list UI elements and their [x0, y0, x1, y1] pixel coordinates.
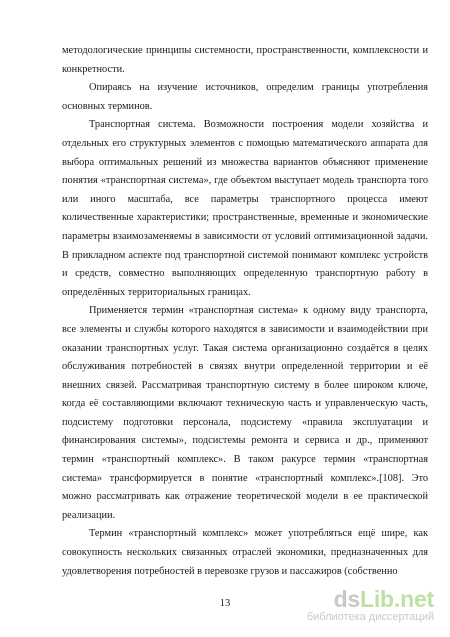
paragraph-4: Применяется термин «транспортная система» к одному виду транспорта, все элементы и службы которого находятся в зависимости и взаимодействии при оказании транспортных услуг. Такая система организационно создаётся в целях обслуживания потребностей в связях внутри определенной территории и её внешних связей. Рассматривая транспортную систему в более широком ключе, когда её составляющими включают техническую часть и управленческую часть, подсистему подготовки персонала, подсистему «правила эксплуатации и финансирования системы», подсистемы ремонта и сервиса и др., применяют термин «транспортный комплекс». В таком ракурсе термин «транспортная система» трансформируется в понятие «транспортный комплекс».[108]. Это можно рассматривать как отражение теоретической модели в ее практической реализации. [62, 305, 428, 521]
document-body [62, 42, 428, 581]
dslib-logo [334, 587, 434, 611]
paragraph-3: Транспортная система. Возможности построения модели хозяйства и отдельных его структурных элементов с помощью математического аппарата для выбора оптимальных решений из множества вариантов объясняют применение понятия «транспортная система», где объектом выступает модель транспорта того или иного масштаба, все параметры транспортного процесса имеют количественные характеристики; пространственные, временные и экономические параметры взаимозаменяемы в зависимости от условий оптимизационной задачи. В прикладном аспекте под транспортной системой понимают комплекс устройств и средств, совместно выполняющих определенную транспортную работу в определённых территориальных границах. [62, 119, 428, 298]
dslib-watermark [284, 587, 434, 627]
page-number: 13 [219, 598, 231, 609]
paragraph-2: Опираясь на изучение источников, определим границы употребления основных терминов. [62, 82, 428, 112]
watermark-caption: библиотека диссертаций [306, 611, 434, 623]
paragraph-1: методологические принципы системности, пространственности, комплексности и конкретности. [62, 45, 428, 75]
logo-suffix: Lib.net [360, 586, 434, 612]
logo-prefix: ds [333, 586, 361, 612]
paragraph-5: Термин «транспортный комплекс» может употребляться ещё шире, как совокупность нескольких связанных отраслей экономики, предназначенных для удовлетворения потребностей в перевозке грузов и пассажиров (собственно [62, 528, 428, 577]
